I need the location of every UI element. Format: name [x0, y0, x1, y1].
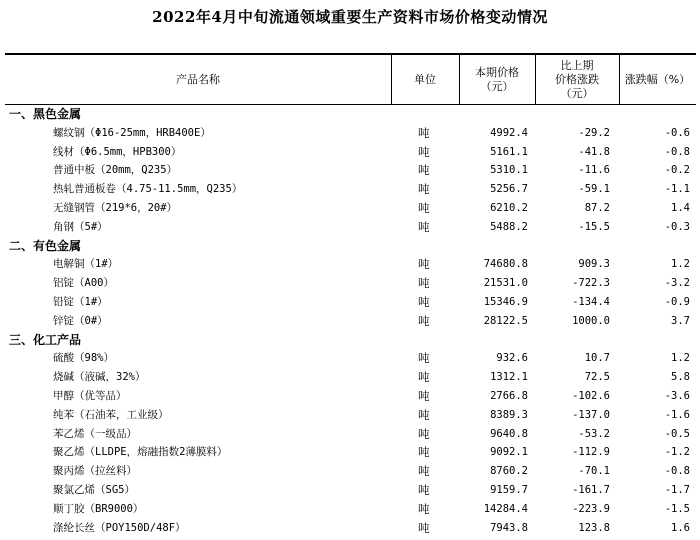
price-cell: 8760.2 — [490, 465, 528, 478]
product-name: 锌锭（0#） — [53, 314, 108, 327]
table-row — [5, 161, 696, 180]
category-row — [5, 331, 696, 350]
price-cell: 2766.8 — [490, 389, 528, 402]
pct-cell: 1.6 — [671, 521, 690, 534]
product-name: 角钢（5#） — [53, 220, 108, 233]
unit-cell: 吨 — [418, 464, 430, 479]
price-cell: 9640.8 — [490, 427, 528, 440]
unit-cell: 吨 — [418, 313, 430, 328]
product-name: 铅锭（1#） — [53, 295, 108, 308]
change-cell: -15.5 — [578, 220, 610, 233]
table-header — [5, 53, 696, 105]
change-cell: 123.8 — [578, 521, 610, 534]
unit-cell: 吨 — [418, 370, 430, 385]
col-header-product: 产品名称 — [176, 72, 220, 86]
table-row — [5, 255, 696, 274]
table-row — [5, 406, 696, 425]
product-name: 甲醇（优等品） — [53, 389, 127, 402]
change-cell: -70.1 — [578, 465, 610, 478]
product-name: 普通中板（20mm，Q235） — [53, 164, 178, 177]
table-row — [5, 425, 696, 444]
change-cell: 72.5 — [584, 371, 610, 384]
product-name: 聚丙烯（拉丝料） — [53, 465, 137, 478]
product-name: 硫酸（98%） — [53, 352, 114, 365]
price-cell: 9159.7 — [490, 483, 528, 496]
unit-cell: 吨 — [418, 144, 430, 159]
col-header-change-line3: （元） — [560, 86, 594, 100]
table-row — [5, 293, 696, 312]
product-name: 烧碱（液碱，32%） — [53, 371, 146, 384]
price-cell: 8389.3 — [490, 408, 528, 421]
change-cell: -102.6 — [572, 389, 610, 402]
price-cell: 1312.1 — [490, 371, 528, 384]
col-header-price — [459, 55, 535, 104]
table-row — [5, 143, 696, 162]
change-cell: 87.2 — [584, 201, 610, 214]
pct-cell: -1.5 — [664, 502, 690, 515]
category-row — [5, 105, 696, 124]
unit-cell: 吨 — [418, 426, 430, 441]
col-header-pct: 涨跌幅（%） — [624, 72, 691, 86]
table-row — [5, 124, 696, 143]
pct-cell: 1.4 — [671, 201, 690, 214]
pct-cell: -1.7 — [664, 483, 690, 496]
table-row — [5, 519, 696, 538]
unit-cell: 吨 — [418, 294, 430, 309]
unit-cell: 吨 — [418, 200, 430, 215]
product-name: 顺丁胶（BR9000） — [53, 502, 144, 515]
price-cell: 9092.1 — [490, 446, 528, 459]
unit-cell: 吨 — [418, 351, 430, 366]
change-cell: -134.4 — [572, 295, 610, 308]
pct-cell: 1.2 — [671, 258, 690, 271]
product-name: 铝锭（A00） — [53, 277, 114, 290]
col-header-unit: 单位 — [414, 72, 436, 86]
product-name: 热轧普通板卷（4.75-11.5mm，Q235） — [53, 183, 243, 196]
table-row — [5, 500, 696, 519]
unit-cell: 吨 — [418, 276, 430, 291]
product-name: 螺纹钢（Φ16-25mm，HRB400E） — [53, 126, 211, 139]
unit-cell: 吨 — [418, 219, 430, 234]
pct-cell: -0.6 — [664, 126, 690, 139]
pct-cell: -0.2 — [664, 164, 690, 177]
change-cell: -53.2 — [578, 427, 610, 440]
table-row — [5, 180, 696, 199]
price-cell: 932.6 — [496, 352, 528, 365]
unit-cell: 吨 — [418, 125, 430, 140]
price-cell: 14284.4 — [483, 502, 528, 515]
unit-cell: 吨 — [418, 482, 430, 497]
category-label: 一、黑色金属 — [9, 107, 82, 121]
product-name: 聚氯乙烯（SG5） — [53, 483, 135, 496]
category-label: 三、化工产品 — [9, 332, 82, 347]
unit-cell: 吨 — [418, 445, 430, 460]
pct-cell: -1.2 — [664, 446, 690, 459]
table-row — [5, 218, 696, 237]
pct-cell: 3.7 — [671, 314, 690, 327]
change-cell: -41.8 — [578, 145, 610, 158]
price-cell: 5256.7 — [490, 183, 528, 196]
price-cell: 21531.0 — [483, 277, 528, 290]
pct-cell: -0.8 — [664, 145, 690, 158]
product-name: 电解铜（1#） — [53, 258, 119, 271]
change-cell: -161.7 — [572, 483, 610, 496]
price-table — [5, 53, 696, 537]
col-header-price-line1: 本期价格 — [475, 65, 519, 79]
price-cell: 5488.2 — [490, 220, 528, 233]
pct-cell: -1.6 — [664, 408, 690, 421]
table-row — [5, 312, 696, 331]
price-cell: 6210.2 — [490, 201, 528, 214]
unit-cell: 吨 — [418, 257, 430, 272]
col-header-change-line2: 价格涨跌 — [555, 72, 599, 86]
price-cell: 5161.1 — [490, 145, 528, 158]
table-body — [5, 105, 696, 537]
change-cell: 1000.0 — [572, 314, 610, 327]
unit-cell: 吨 — [418, 501, 430, 516]
table-row — [5, 387, 696, 406]
change-cell: -59.1 — [578, 183, 610, 196]
pct-cell: 5.8 — [671, 371, 690, 384]
pct-cell: -0.5 — [664, 427, 690, 440]
price-cell: 4992.4 — [490, 126, 528, 139]
change-cell: -29.2 — [578, 126, 610, 139]
change-cell: -112.9 — [572, 446, 610, 459]
change-cell: 10.7 — [584, 352, 610, 365]
price-cell: 74680.8 — [483, 258, 528, 271]
pct-cell: -0.9 — [664, 295, 690, 308]
pct-cell: -1.1 — [664, 183, 690, 196]
col-header-price-line2: （元） — [480, 79, 514, 93]
pct-cell: 1.2 — [671, 352, 690, 365]
product-name: 线材（Φ6.5mm，HPB300） — [53, 145, 182, 158]
table-row — [5, 274, 696, 293]
table-row — [5, 368, 696, 387]
unit-cell: 吨 — [418, 163, 430, 178]
unit-cell: 吨 — [418, 520, 430, 535]
col-header-change — [535, 55, 619, 104]
product-name: 苯乙烯（一级品） — [53, 427, 137, 440]
category-label: 二、有色金属 — [9, 238, 82, 253]
category-row — [5, 237, 696, 256]
product-name: 无缝钢管（219*6，20#） — [53, 201, 178, 214]
product-name: 涤纶长丝（POY150D/48F） — [53, 521, 186, 534]
price-cell: 7943.8 — [490, 521, 528, 534]
table-row — [5, 443, 696, 462]
pct-cell: -0.3 — [664, 220, 690, 233]
change-cell: -223.9 — [572, 502, 610, 515]
table-row — [5, 199, 696, 218]
pct-cell: -0.8 — [664, 465, 690, 478]
pct-cell: -3.2 — [664, 277, 690, 290]
table-row — [5, 462, 696, 481]
table-row — [5, 349, 696, 368]
unit-cell: 吨 — [418, 388, 430, 403]
change-cell: -137.0 — [572, 408, 610, 421]
page-title: 2022年4月中旬流通领域重要生产资料市场价格变动情况 — [152, 8, 548, 26]
price-cell: 5310.1 — [490, 164, 528, 177]
product-name: 聚乙烯（LLDPE，熔融指数2薄膜料） — [53, 446, 228, 459]
pct-cell: -3.6 — [664, 389, 690, 402]
price-cell: 15346.9 — [483, 295, 528, 308]
change-cell: -722.3 — [572, 277, 610, 290]
unit-cell: 吨 — [418, 407, 430, 422]
change-cell: -11.6 — [578, 164, 610, 177]
change-cell: 909.3 — [578, 258, 610, 271]
price-cell: 28122.5 — [483, 314, 528, 327]
table-row — [5, 481, 696, 500]
product-name: 纯苯（石油苯，工业级） — [53, 408, 169, 421]
col-header-change-line1: 比上期 — [560, 58, 594, 72]
unit-cell: 吨 — [418, 182, 430, 197]
